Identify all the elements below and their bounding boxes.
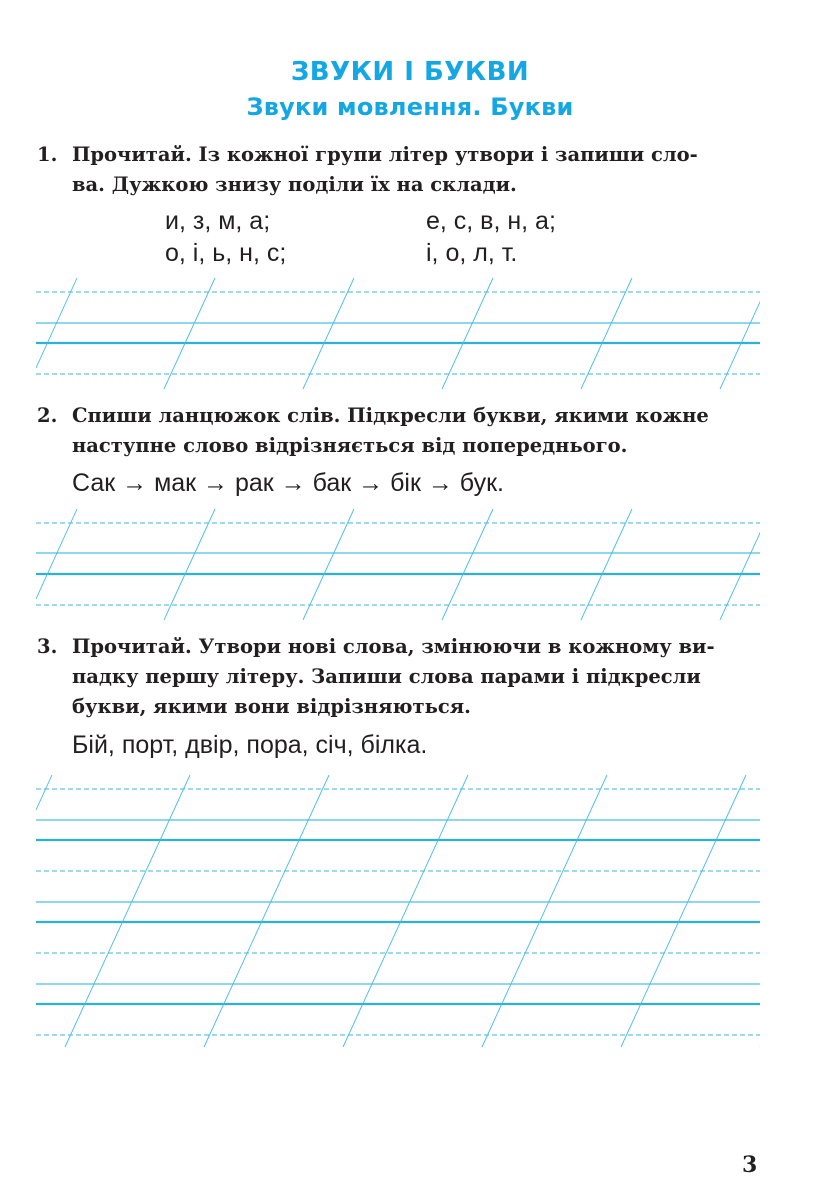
word-list: Бій, порт, двір, пора, січ, білка. [72,731,428,759]
writing-area-task-2[interactable] [36,509,771,620]
letter-group: і, о, л, т. [426,239,518,267]
topic-title: Звуки мовлення. Букви [246,93,574,121]
word-chain: Сак → мак → рак → бак → бік → бук. [72,469,504,497]
section-title: ЗВУКИ І БУКВИ [290,57,530,87]
task-number: 2. [37,404,58,427]
letter-group: о, і, ь, н, с; [165,239,287,267]
page-number: 3 [742,1152,758,1178]
writing-area-task-3[interactable] [36,775,820,1047]
writing-area-task-1[interactable] [36,278,771,389]
instruction-line: падку першу літеру. Запиши слова парами і підкресли [72,665,701,688]
instruction-line: наступне слово відрізняється від попереднього. [72,434,628,457]
instruction-line: букви, якими вони відрізняються. [72,695,471,718]
letter-group: е, с, в, н, а; [426,207,556,235]
instruction-line: Прочитай. Із кожної групи літер утвори і запиши сло- [72,143,698,166]
letter-group: и, з, м, а; [165,207,271,235]
instruction-line: Спиши ланцюжок слів. Підкресли букви, якими кожне [72,404,709,427]
task-number: 3. [37,635,58,658]
instruction-line: ва. Дужкою знизу поділи їх на склади. [72,173,517,196]
task-number: 1. [37,143,58,166]
instruction-line: Прочитай. Утвори нові слова, змінюючи в кожному ви- [72,635,715,658]
